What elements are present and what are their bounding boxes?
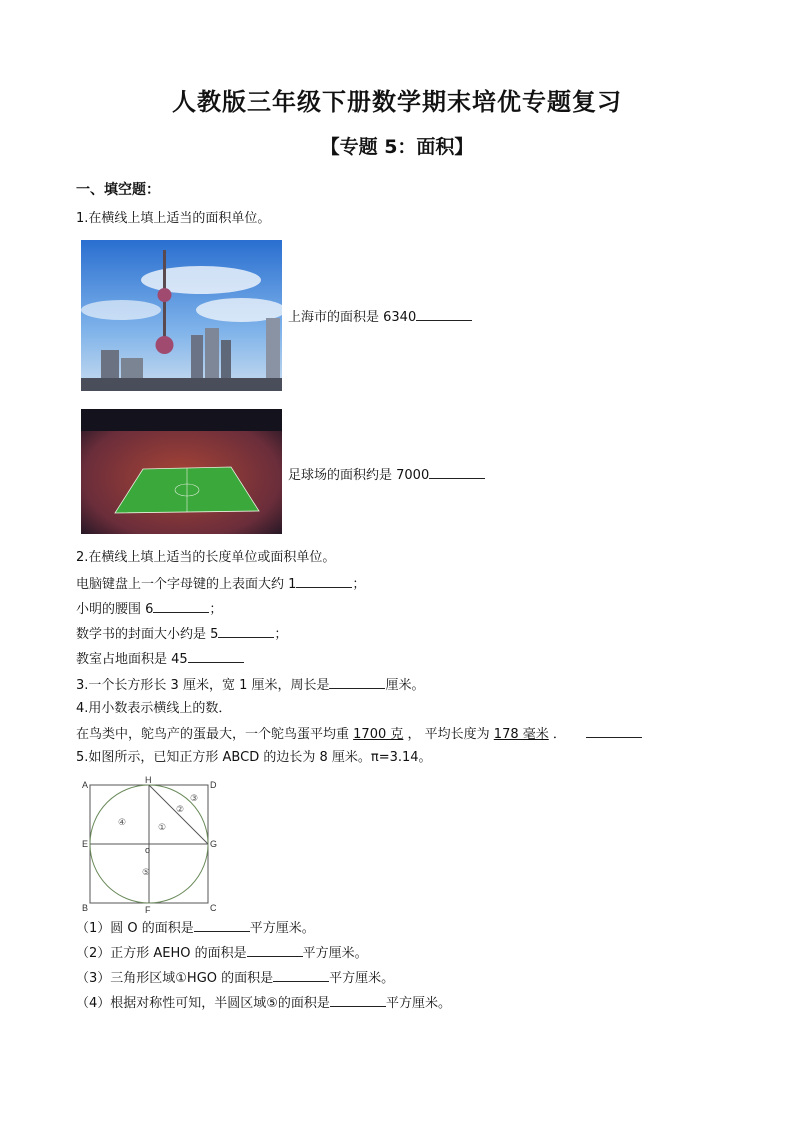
- q5-sub2: [76, 944, 368, 962]
- label-a: A: [82, 780, 89, 790]
- q2-line2: [76, 600, 222, 618]
- label-e: E: [82, 839, 89, 849]
- q3-text: 3.一个长方形长 3 厘米，宽 1 厘米，周长是: [76, 678, 330, 693]
- region-2-label: ②: [176, 805, 185, 815]
- q2-line3-text: 数学书的封面大小约是 5: [76, 627, 219, 642]
- q5-sub3-text: （3）三角形区域①HGO 的面积是: [76, 971, 274, 986]
- q3: [76, 676, 425, 694]
- q5-sub1: [76, 919, 315, 937]
- label-g: G: [210, 839, 218, 849]
- page-subtitle: 【专题 5：面积】: [320, 136, 474, 158]
- q2-line1-text: 电脑键盘上一个字母键的上表面大约 1: [76, 577, 297, 592]
- region-5-label: ⑤: [142, 868, 151, 878]
- q4-text-b: ， 平均长度为: [407, 727, 490, 742]
- football-stadium-photo: [81, 409, 282, 534]
- region-1-label: ①: [158, 823, 167, 833]
- q5-sub4: [76, 994, 451, 1012]
- q2-line3: [76, 625, 287, 643]
- label-d: D: [210, 780, 217, 790]
- q1-item2: [288, 466, 485, 484]
- q4-weight: 1700 克: [353, 727, 404, 742]
- q5-prompt: 5.如图所示，已知正方形 ABCD 的边长为 8 厘米。π=3.14。: [76, 750, 432, 765]
- answer-blank[interactable]: [296, 575, 352, 588]
- q2-prompt: 2.在横线上填上适当的长度单位或面积单位。: [76, 550, 336, 565]
- page-title: 人教版三年级下册数学期末培优专题复习: [172, 88, 622, 116]
- label-h: H: [145, 775, 152, 785]
- q5-sub4-text: （4）根据对称性可知，半圆区域⑤的面积是: [76, 996, 330, 1011]
- answer-blank[interactable]: [330, 994, 386, 1007]
- q4-text-c: ．: [552, 727, 566, 742]
- label-c: C: [210, 903, 217, 913]
- q2-line3-end: ；: [274, 627, 288, 642]
- region-4-label: ④: [118, 818, 127, 828]
- q2-line1-end: ；: [352, 577, 366, 592]
- q2-line4: [76, 650, 244, 668]
- q5-sub2-unit: 平方厘米。: [302, 946, 368, 961]
- label-o: o: [145, 845, 151, 855]
- q5-sub3-unit: 平方厘米。: [329, 971, 395, 986]
- label-f: F: [145, 905, 151, 915]
- answer-blank[interactable]: [416, 308, 472, 321]
- section-heading: 一、填空题：: [76, 182, 160, 198]
- q1-prompt: 1.在横线上填上适当的面积单位。: [76, 211, 271, 226]
- q2-line2-text: 小明的腰围 6: [76, 602, 154, 617]
- q5-sub3: [76, 969, 394, 987]
- q2-line4-text: 教室占地面积是 45: [76, 652, 188, 667]
- q4-text-a: 在鸟类中，鸵鸟产的蛋最大，一个鸵鸟蛋平均重: [76, 727, 350, 742]
- q1-item1: [288, 308, 472, 326]
- q5-sub1-text: （1）圆 O 的面积是: [76, 921, 194, 936]
- q1-item2-text: 足球场的面积约是 7000: [288, 468, 430, 483]
- answer-blank[interactable]: [194, 919, 250, 932]
- label-b: B: [82, 903, 89, 913]
- answer-blank[interactable]: [247, 944, 303, 957]
- answer-blank[interactable]: [218, 625, 274, 638]
- answer-blank[interactable]: [153, 600, 209, 613]
- q2-line1: [76, 575, 365, 593]
- shanghai-skyline-photo: [81, 240, 282, 391]
- q5-sub4-unit: 平方厘米。: [385, 996, 451, 1011]
- q4-length: 178 毫米: [493, 727, 549, 742]
- answer-blank[interactable]: [329, 676, 385, 689]
- q5-sub2-text: （2）正方形 AEHO 的面积是: [76, 946, 247, 961]
- answer-blank[interactable]: [188, 650, 244, 663]
- q4-line: [76, 725, 642, 743]
- q1-item1-text: 上海市的面积是 6340: [288, 310, 417, 325]
- q4-prompt: 4.用小数表示横线上的数．: [76, 701, 232, 716]
- answer-blank[interactable]: [429, 466, 485, 479]
- answer-blank[interactable]: [273, 969, 329, 982]
- q5-sub1-unit: 平方厘米。: [249, 921, 315, 936]
- geometry-diagram: [80, 775, 220, 919]
- q2-line2-end: ；: [209, 602, 223, 617]
- q3-end: 厘米。: [385, 678, 425, 693]
- region-3-label: ③: [190, 794, 199, 804]
- answer-blank[interactable]: [586, 725, 642, 738]
